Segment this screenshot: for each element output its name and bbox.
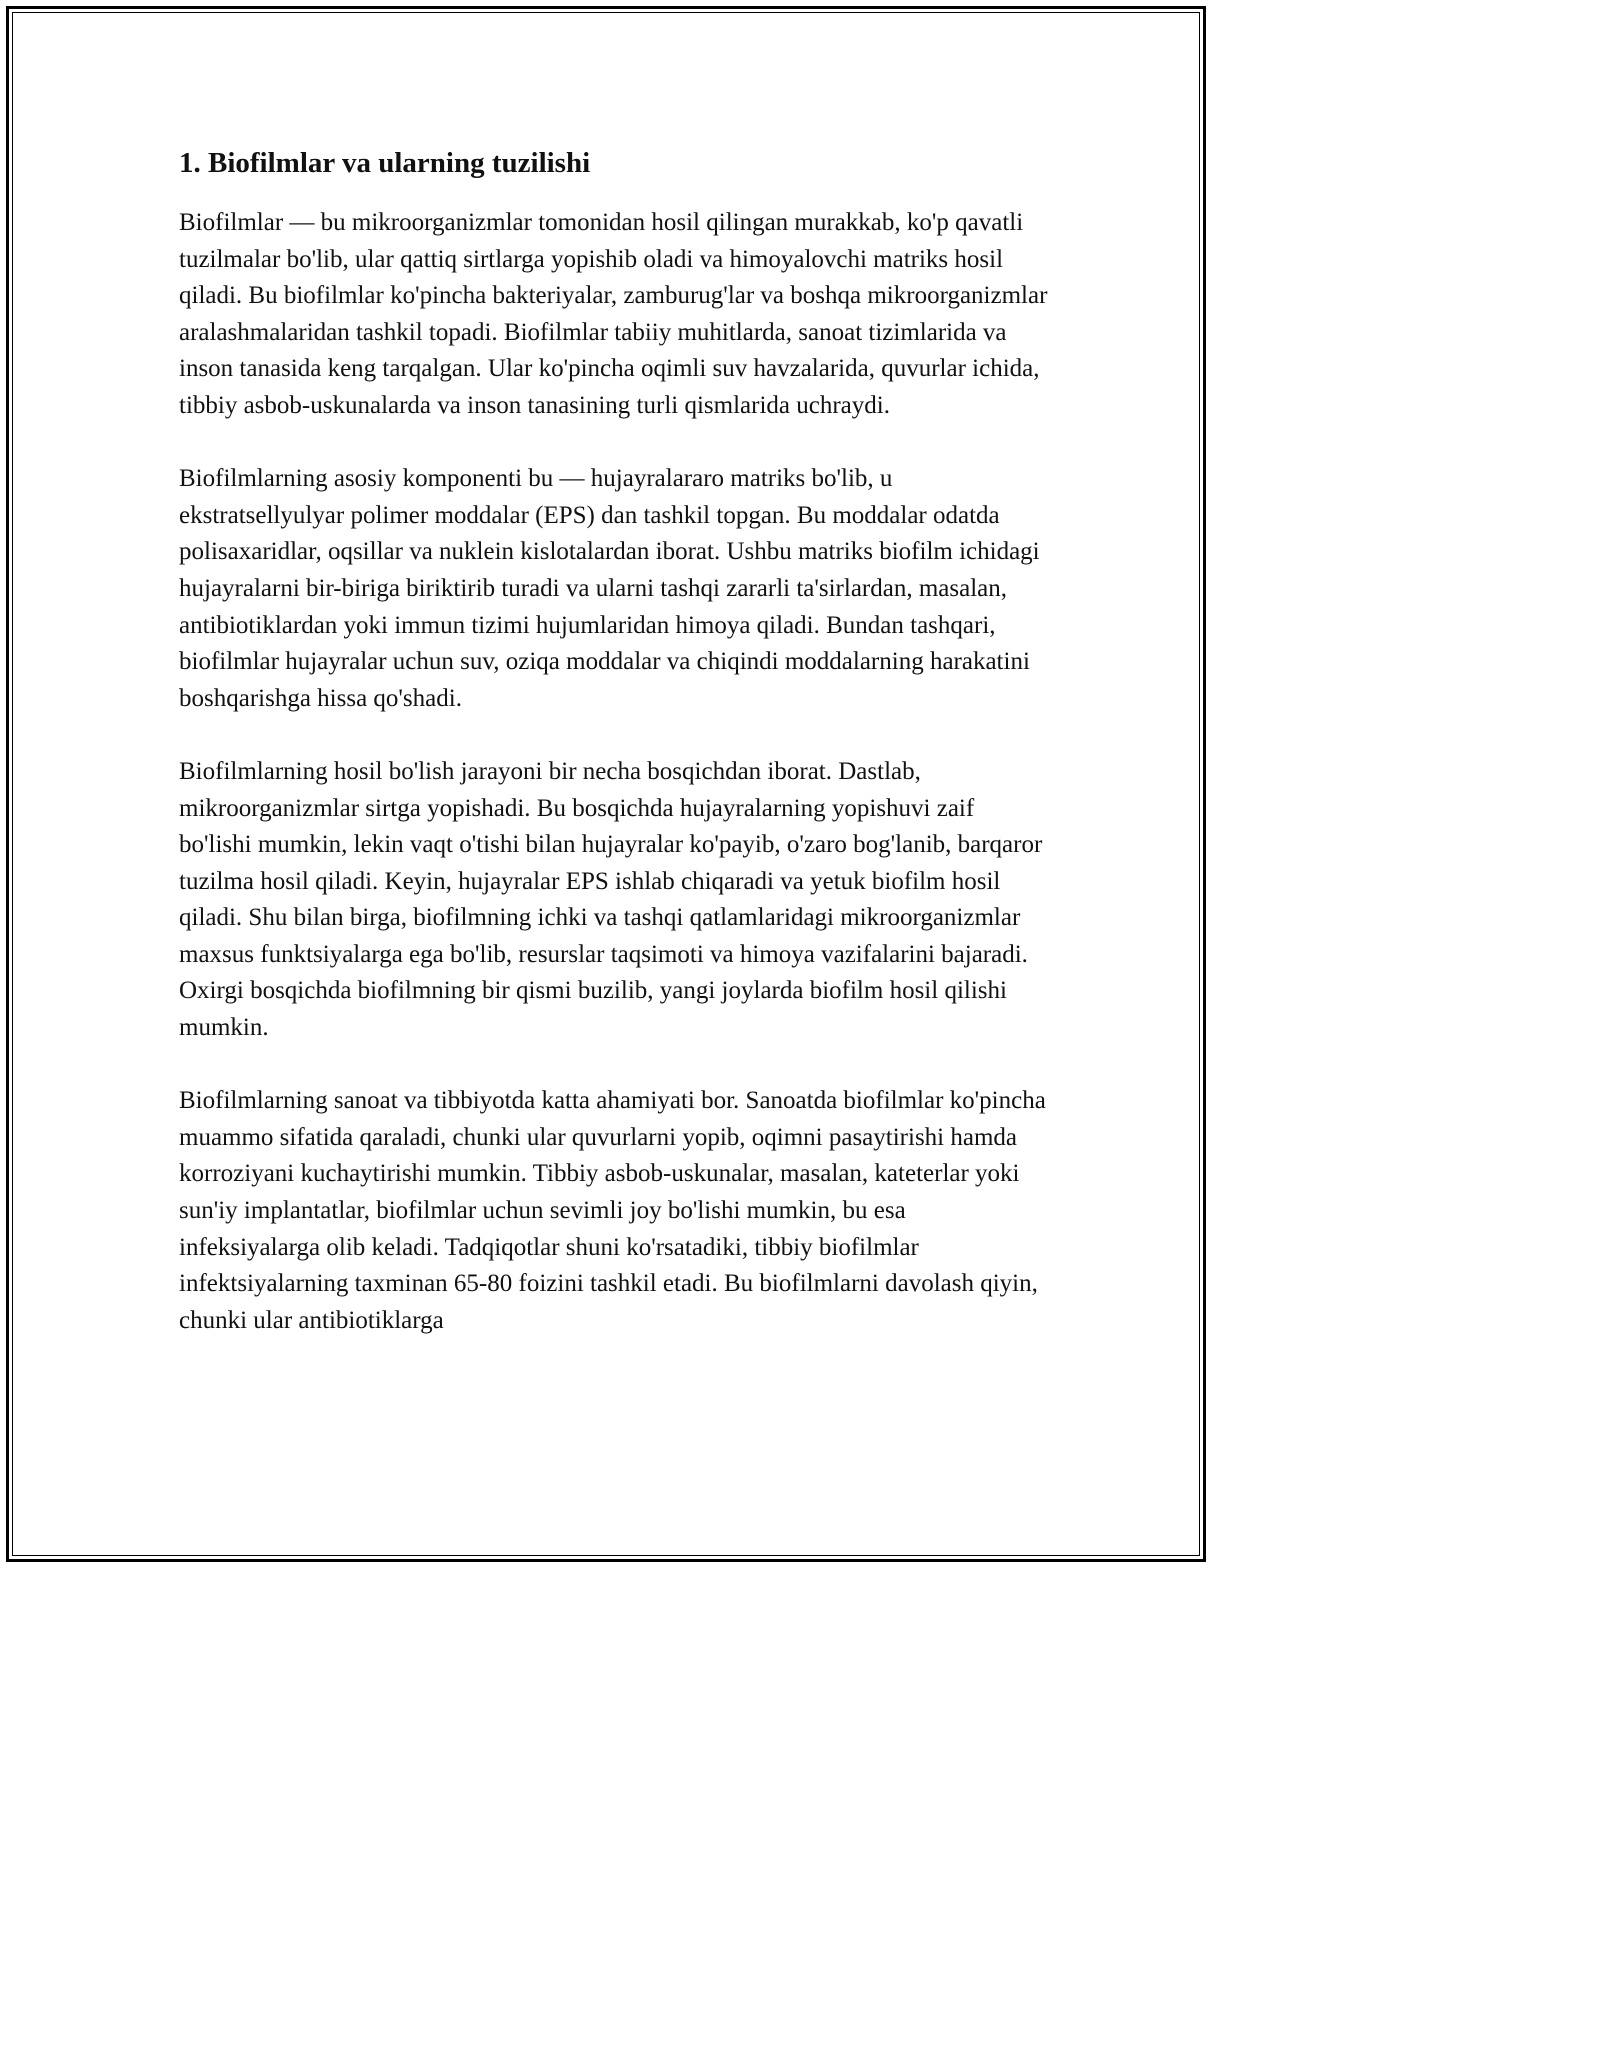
document-body (179, 141, 1049, 1376)
paragraph-2: Biofilmlarning asosiy komponenti bu — hujayralararo matriks bo'lib, u ekstratsellyulyar polimer moddalar (EPS) dan tashkil topgan. Bu moddalar odatda polisaxaridlar, oqsillar va nuklein kislotalardan iborat. Ushbu matriks biofilm ichidagi hujayralarni bir-biriga biriktirib turadi va ularni tashqi zararli ta'sirlardan, masalan, antibiotiklardan yoki immun tizimi hujumlaridan himoya qiladi. Bundan tashqari, biofilmlar hujayralar uchun suv, oziqa moddalar va chiqindi moddalarning harakatini boshqarishga hissa qo'shadi. (179, 465, 1040, 712)
paragraph-1: Biofilmlar — bu mikroorganizmlar tomonidan hosil qilingan murakkab, ko'p qavatli tuzilmalar bo'lib, ular qattiq sirtlarga yopishib oladi va himoyalovchi matriks hosil qiladi. Bu biofilmlar ko'pincha bakteriyalar, zamburug'lar va boshqa mikroorganizmlar aralashmalaridan tashkil topadi. Biofilmlar tabiiy muhitlarda, sanoat tizimlarida va inson tanasida keng tarqalgan. Ular ko'pincha oqimli suv havzalarida, quvurlar ichida, tibbiy asbob-uskunalarda va inson tanasining turli qismlarida uchraydi. (179, 209, 1048, 419)
paragraph-4: Biofilmlarning sanoat va tibbiyotda katta ahamiyati bor. Sanoatda biofilmlar ko'pincha muammo sifatida qaraladi, chunki ular quvurlarni yopib, oqimni pasaytirishi hamda korroziyani kuchaytirishi mumkin. Tibbiy asbob-uskunalar, masalan, kateterlar yoki sun'iy implantatlar, biofilmlar uchun sevimli joy bo'lishi mumkin, bu esa infeksiyalarga olib keladi. Tadqiqotlar shuni ko'rsatadiki, tibbiy biofilmlar infektsiyalarning taxminan 65-80 foizini tashkil etadi. Bu biofilmlarni davolash qiyin, chunki ular antibiotiklarga (179, 1087, 1046, 1334)
paragraph-3: Biofilmlarning hosil bo'lish jarayoni bir necha bosqichdan iborat. Dastlab, mikroorganizmlar sirtga yopishadi. Bu bosqichda hujayralarning yopishuvi zaif bo'lishi mumkin, lekin vaqt o'tishi bilan hujayralar ko'payib, o'zaro bog'lanib, barqaror tuzilma hosil qiladi. Keyin, hujayralar EPS ishlab chiqaradi va yetuk biofilm hosil qiladi. Shu bilan birga, biofilmning ichki va tashqi qatlamlaridagi mikroorganizmlar maxsus funktsiyalarga ega bo'lib, resurslar taqsimoti va himoya vazifalarini bajaradi. Oxirgi bosqichda biofilmning bir qismi buzilib, yangi joylarda biofilm hosil qilishi mumkin. (179, 757, 1043, 1042)
section-heading: 1. Biofilmlar va ularning tuzilishi (179, 147, 591, 179)
